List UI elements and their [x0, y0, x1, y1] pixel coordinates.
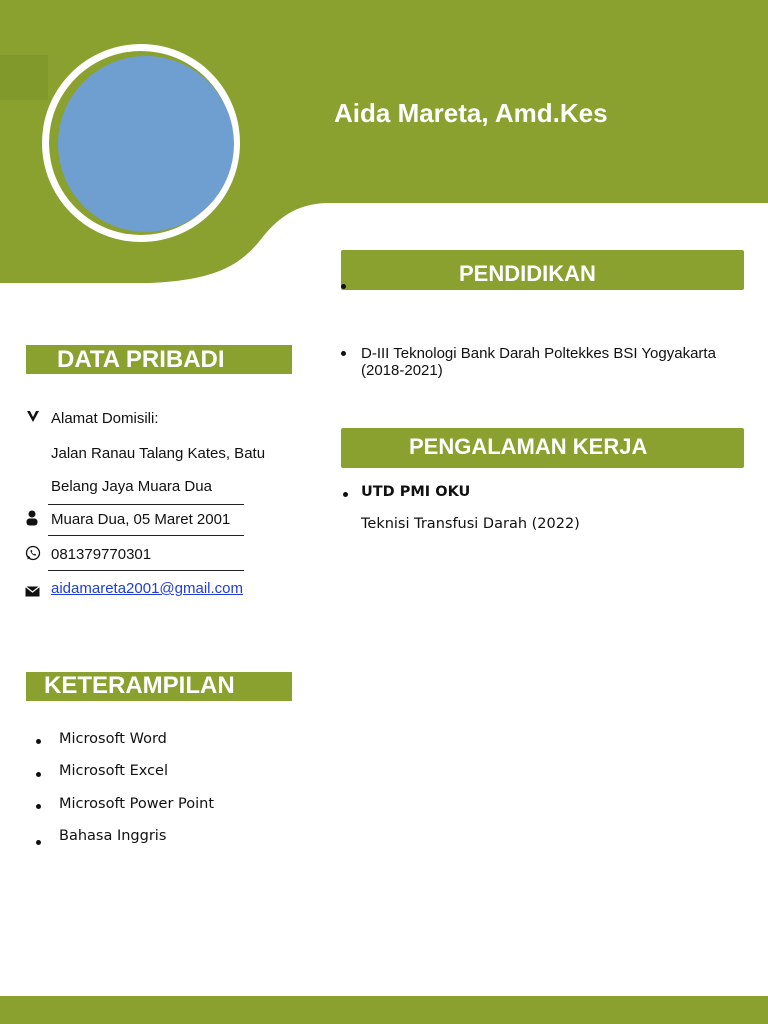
skill-item: Bahasa Inggris — [59, 828, 167, 844]
education-item: D-III Teknologi Bank Darah Poltekkes BSI Yogyakarta (2018-2021) — [361, 345, 716, 379]
address-line2: Belang Jaya Muara Dua — [51, 478, 212, 495]
job-organization: UTD PMI OKU — [361, 484, 471, 500]
divider — [48, 570, 244, 571]
job-role: Teknisi Transfusi Darah (2022) — [361, 516, 580, 532]
keterampilan-bar-edge — [26, 672, 34, 701]
bullet — [36, 739, 41, 744]
pendidikan-title: PENDIDIKAN — [459, 261, 596, 286]
phone-number: 081379770301 — [51, 546, 152, 563]
bullet — [36, 772, 41, 777]
skill-item: Microsoft Excel — [59, 763, 169, 779]
skill-item: Microsoft Power Point — [59, 796, 215, 812]
bullet — [341, 284, 346, 289]
footer-bar — [0, 996, 768, 1024]
birth-info: Muara Dua, 05 Maret 2001 — [51, 511, 231, 528]
email-link[interactable]: aidamareta2001@gmail.com — [51, 580, 243, 597]
pengalaman-title: PENGALAMAN KERJA — [409, 434, 648, 459]
divider — [48, 535, 244, 536]
whatsapp-icon — [25, 545, 41, 561]
bullet — [36, 804, 41, 809]
keterampilan-title: KETERAMPILAN — [44, 672, 235, 699]
mail-icon — [25, 586, 40, 597]
address-line1: Jalan Ranau Talang Kates, Batu — [51, 445, 266, 462]
candidate-name: Aida Mareta, Amd.Kes — [334, 98, 608, 128]
photo-placeholder — [58, 56, 234, 232]
skill-item: Microsoft Word — [59, 731, 167, 747]
location-icon — [26, 410, 40, 424]
divider — [48, 504, 244, 505]
address-label: Alamat Domisili: — [51, 410, 159, 427]
bullet — [36, 840, 41, 845]
data-pribadi-title: DATA PRIBADI — [57, 346, 225, 373]
person-icon — [25, 510, 39, 526]
bullet — [341, 351, 346, 356]
bullet — [343, 492, 348, 497]
